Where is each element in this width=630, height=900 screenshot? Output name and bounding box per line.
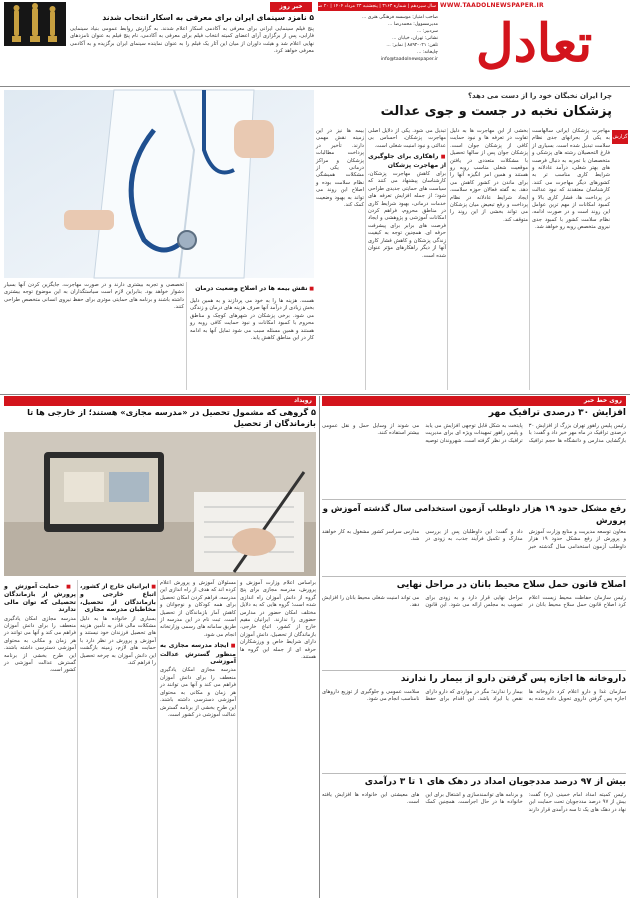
edu-col1: براساس اعلام وزارت آموزش و پرورش، مدرسه مجازی برای پنج گروه از دانش آموزان راه اندازی شده است؛ گروه هایی که به دلایل مختلف امکان حضور در مدارس حضوری را ندارند. ایرانیان مقیم خارج از کشور، اتباع خارجی، بازماندگان از تحصیل، دانش آموزان دارای شرایط خاص و ورزشکاران حرفه ای از جمله این گروه ها هستند. — [240, 580, 316, 661]
doctor-photo — [4, 90, 314, 278]
news-item[interactable]: رفع مشکل حدود ۱۹ هزار داوطلب آزمون استخدامی سال گذشته آموزش و پرورش معاون توسعه مدیریت و منابع وزارت آموزش و پرورش از رفع مشکل حدود ۱۹ هزار داوطلب آزمون استخدامی سال گذشته خبر داد و گفت: این داوطلبان پس از بررسی مدارک و تکمیل فرآیند جذب، به زودی در مدارس سراسر کشور مشغول به کار خواهند شد. — [322, 503, 626, 550]
news-item[interactable]: اصلاح قانون حمل سلاح محیط بانان در مراحل نهایی رئیس سازمان حفاظت محیط زیست اعلام کرد اصلاح قانون حمل سلاح محیط بانان در مراحل نهایی قرار دارد و به زودی برای تصویب به مجلس ارائه می شود. این قانون می تواند امنیت شغلی محیط بانان را افزایش دهد. — [322, 580, 626, 609]
news-item[interactable]: داروخانه ها اجازه پس گرفتن دارو از بیمار را ندارند سازمان غذا و دارو اعلام کرد داروخانه ها اجازه پس گرفتن داروی تحویل داده شده به بیمار را ندارند؛ مگر در مواردی که دارو دارای نقص یا ایراد باشد. این اقدام برای حفظ سلامت عمومی و جلوگیری از توزیع داروهای نامناسب انجام می شود. — [322, 674, 626, 703]
news-headline: بیش از ۹۷ درصد مددجویان امداد در دهک های ۱ تا ۳ درآمدی — [364, 777, 626, 787]
logo: تعادل — [475, 13, 593, 74]
oscar-headline[interactable]: ۵ نامزد سینمای ایران برای معرفی به اسکار انتخاب شدند — [102, 13, 314, 22]
laptop-icon — [4, 432, 316, 576]
news-item[interactable]: بیش از ۹۷ درصد مددجویان امداد در دهک های ۱ تا ۳ درآمدی رئیس کمیته امداد امام خمینی (ره) گفت: بیش از ۹۷ درصد مددجویان تحت حمایت این نهاد در دهک های یک تا سه درآمدی قرار دارند و برنامه های توانمندسازی و اشتغال برای این خانواده ها در حال اجراست. همچنین کمک های معیشتی این خانواده ها افزایش یافته است. — [322, 777, 627, 813]
oscar-image — [4, 2, 66, 46]
edu-section-label: رویداد — [4, 396, 316, 406]
edu-col2: مسئولان آموزش و پرورش اعلام کرده اند که هدف از راه اندازی این مدرسه، فراهم کردن امکان تحصیل برای همه کودکان و نوجوانان و کاهش آمار بازماندگان از تحصیل است. ثبت نام در این مدرسه از طریق سامانه های رسمی وزارتخانه انجام می شود. ■ ایجاد مدرسه مجازی به منظور گسترش عدالت آموزشی مدرسه مجازی امکان یادگیری منعطف را برای دانش آموزان فراهم می کند و آنها می توانند در هر زمان و مکانی به محتوای آموزشی دسترسی داشته باشند. این طرح بخشی از برنامه گسترش عدالت آموزشی در کشور است. — [160, 580, 236, 898]
news-headline: اصلاح قانون حمل سلاح محیط بانان در مراحل نهایی — [396, 580, 626, 590]
lead-left-text2: تخصصی و تجربه بیشتری دارند و در صورت مهاجرت، جایگزین کردن آنها بسیار دشوار خواهد بود. بنابراین لازم است سیاستگذاران به این موضوع توجه بیشتری داشته باشند و برنامه های حمایتی موثری برای حفظ نیروی انسانی متخصص طراحی کنند. — [4, 282, 184, 311]
date-line: سال سیزدهم | شماره ۳۱۶۳ | پنجشنبه ۲۳ مرداد ۱۴۰۴ | ۲۰ صفر — [313, 4, 436, 9]
news-headline: رفع مشکل حدود ۱۹ هزار داوطلب آزمون استخدامی سال گذشته آموزش و پرورش — [322, 503, 626, 525]
news-headline: افزایش ۳۰ درصدی ترافیک مهر — [488, 408, 626, 418]
edu-col3: ■ ایرانیان خارج از کشور، اتباع خارجی و بازماندگان از تحصیل، مخاطبان مدرسه مجازی بسیاری از خانواده ها به دلیل مشکلات مالی قادر به تأمین هزینه های تحصیل فرزندان خود نیستند و آموزش و پرورش در نظر دارد با حمایت های لازم، زمینه بازگشت این دانش آموزان به چرخه تحصیل را فراهم کند. — [80, 580, 156, 898]
lead-subhead: ■ راهکاری برای جلوگیری از مهاجرت پزشکان — [368, 153, 446, 169]
edu-col4: ■ حمایت آموزش و پرورش از بازماندگان تحصیلی که توان مالی ندارند مدرسه مجازی امکان یادگیری منعطف را برای دانش آموزان فراهم می کند و آنها می توانند در هر زمان و مکانی به محتوای آموزشی دسترسی داشته باشند. این طرح بخشی از برنامه گسترش عدالت آموزشی در کشور است. — [4, 580, 76, 898]
masthead — [440, 2, 628, 84]
publisher-info: صاحب امتیاز: موسسه فرهنگی هنری ... مدیرمسوول: محمدرضا ... سردبیر: ... نشانی: تهران، خیابان ... تلفن: ۰۲۱-۸۸۹۲ | نمابر: ... چاپخانه: ... info@taadolnewspaper.ir — [361, 15, 438, 62]
oscar-body: پنج فیلم سینمایی ایرانی برای معرفی به آکادمی اسکار اعلام شدند. به گزارش روابط عمومی بنیاد سینمایی فارابی، پس از برگزاری آرای اعضای کمیته انتخاب فیلم برای معرفی به آکادمی، نام پنج فیلم به عنوان نامزدهای نهایی اعلام شد و هیئت داوران از میان این آثار یک فیلم را به عنوان نماینده سینمای ایران برگزیده و به آکادمی معرفی خواهد کرد. — [70, 26, 314, 55]
lead-headline[interactable]: پزشکان نخبه در جست و جوی عدالت — [380, 104, 612, 119]
news-section-label: روی خط خبر — [322, 396, 626, 406]
report-tag: گزارش — [612, 130, 628, 144]
lead-body-col2: بخشی از این مهاجرت ها به دلیل تفاوت در تعرفه ها و نبود حمایت کافی از پزشکان جوان است. پزشکان جوان پس از سالها تحصیل با مشکلات متعددی در یافتن موقعیت شغلی مناسب روبه رو هستند و همین امر انگیزه آنها را برای ماندن در کشور کاهش می دهد. به گفته فعالان حوزه سلامت، ایجاد شرایط عادلانه در نظام پرداخت و رفع تبعیض میان پزشکان می تواند بخشی از این روند را متوقف کند. — [450, 128, 528, 223]
news-headline: داروخانه ها اجازه پس گرفتن دارو از بیمار را ندارند — [400, 674, 626, 684]
oscar-statues-icon — [4, 2, 66, 46]
news-item[interactable]: افزایش ۳۰ درصدی ترافیک مهر رئیس پلیس راهور تهران بزرگ از افزایش ۳۰ درصدی ترافیک در ماه مهر خبر داد و گفت: با بازگشایی مدارس و دانشگاه ها حجم ترافیک پایتخت به شکل قابل توجهی افزایش می یابد و پلیس راهور تمهیدات ویژه ای برای مدیریت ترافیک در نظر گرفته است. شهروندان توصیه می شوند از وسایل حمل و نقل عمومی بیشتر استفاده کنند. — [322, 408, 626, 444]
lead-left-text1: هست. هزینه ها را به خود می پردازند و به همین دلیل بخش زیادی از درآمد آنها صرف هزینه های درمان و زندگی می شود. برخی پزشکان در شهرهای کوچک و مناطق محروم با کمبود امکانات و نبود حمایت کافی روبه رو هستند و همین مسئله سبب می شود تمایل آنها به ادامه کار در این مناطق کاهش یابد. — [190, 298, 314, 342]
lead-kicker: چرا ایران نخبگان خود را از دست می دهد؟ — [468, 92, 612, 100]
laptop-photo — [4, 432, 316, 576]
lead-body-col4: بیمه ها نیز در این زمینه نقش مهمی دارند. تأخیر در پرداخت مطالبات پزشکان و مراکز درمانی یکی از مشکلات همیشگی نظام سلامت بوده و اصلاح این روند می تواند به بهبود وضعیت کمک کند. — [316, 128, 364, 209]
edu-headline[interactable]: ۵ گروهی که مشمول تحصیل در «مدرسه مجازی» هستند؛ از خارجی ها تا بازماندگان از تحصیل — [27, 407, 316, 428]
lead-subhead2: ■ نقش بیمه ها در اصلاح وضعیت درمان — [190, 282, 314, 294]
stethoscope-icon — [4, 90, 314, 278]
lead-body-col1: مهاجرت پزشکان ایرانی سالهاست به یکی از بحرانهای جدی نظام سلامت تبدیل شده است. بسیاری از فارغ التحصیلان رشته های پزشکی و متخصصان با تجربه به دنبال فرصت های بهتر شغلی، درآمد عادلانه و شرایط کاری مناسب تر به کشورهای دیگر مهاجرت می کنند. کارشناسان معتقدند که نبود عدالت در پرداخت ها، فشار کاری بالا و کمبود امکانات از مهم ترین عوامل این روند است و در صورت ادامه، نظام سلامت کشور با کمبود جدی نیروی متخصص روبه رو خواهد شد. — [532, 128, 610, 231]
lead-body-col3: تبدیل می شود. یکی از دلایل اصلی مهاجرت پزشکان، احساس بی عدالتی و نبود امنیت شغلی است. ■ راهکاری برای جلوگیری از مهاجرت پزشکان برای کاهش مهاجرت پزشکان، کارشناسان پیشنهاد می کنند که سیاست های حمایتی جدیدی طراحی شود؛ از جمله افزایش تعرفه های خدمات درمانی، بهبود شرایط کاری در مناطق محروم، فراهم کردن امکانات آموزشی و پژوهشی و ایجاد فرصت های برابر برای پیشرفت حرفه ای. همچنین توجه به کیفیت زندگی پزشکان و کاهش فشار کاری آنها از دیگر راهکارهای مؤثر عنوان شده است. — [368, 128, 446, 390]
website-url[interactable]: WWW.TAADOLNEWSPAPER.IR — [440, 2, 544, 9]
oscar-section-label: خبر روز — [270, 2, 312, 12]
